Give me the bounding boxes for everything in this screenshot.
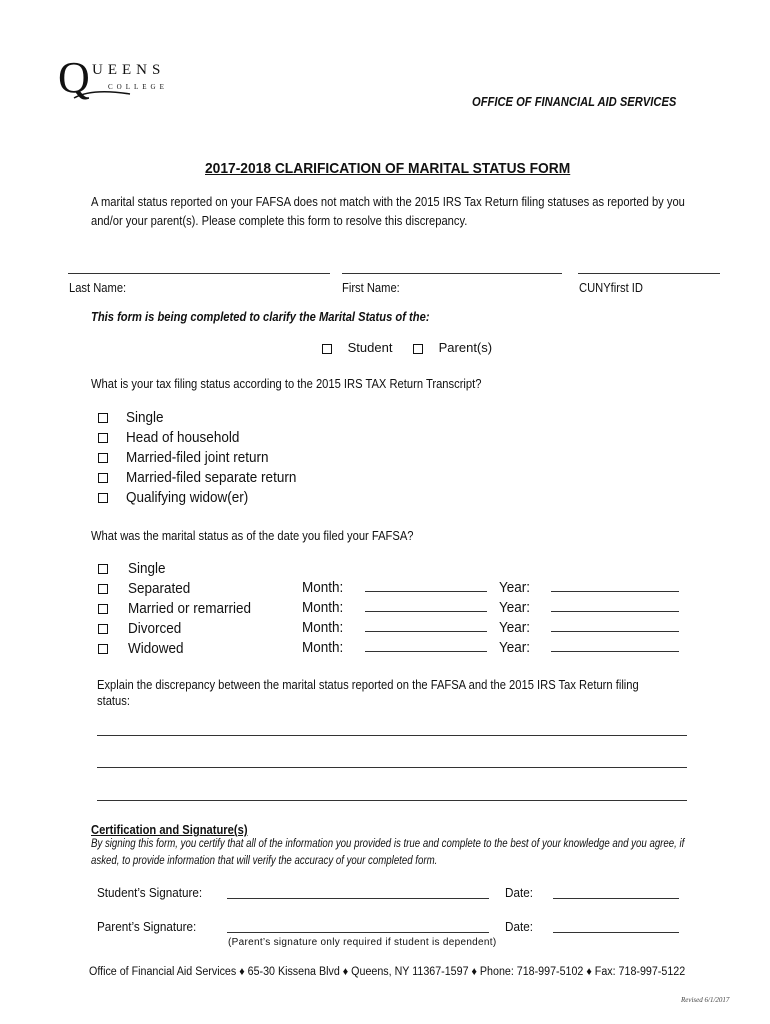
parent-signature-line[interactable] [227,932,489,933]
marital-checkbox[interactable] [98,624,108,634]
logo-subtitle: COLLEGE [108,83,168,91]
parent-date-line[interactable] [553,932,679,933]
explain-line-1: Explain the discrepancy between the marital status reported on the FAFSA and the 2015 IRS Tax Return filing [97,677,639,692]
tax-option-label: Single [126,409,164,426]
tax-option-married-separate[interactable] [98,469,316,487]
tax-option-label: Head of household [126,429,240,446]
logo-word: UEENS [92,62,166,78]
marital-option-divorced[interactable] [98,620,188,638]
explain-line-2: status: [97,693,130,708]
logo-letter: Q [58,53,90,102]
logo-swash [72,86,132,102]
marital-option-label: Married or remarried [128,600,252,617]
student-date-line[interactable] [553,898,679,899]
month-label: Month: [302,619,344,636]
intro-line-2: and/or your parent(s). Please complete this form to resolve this discrepancy. [91,213,468,228]
marital-checkbox[interactable] [98,644,108,654]
first-name-line[interactable] [342,273,562,274]
certification-line-1: By signing this form, you certify that all of the information you provided is true and complete to the best of your knowledge and you agree, if [91,838,685,850]
year-label: Year: [499,599,531,616]
month-label: Month: [302,639,344,656]
student-label: Student [347,340,393,355]
parent-date-label: Date: [505,919,533,934]
month-line-widowed[interactable] [365,651,487,652]
marital-option-label: Divorced [128,620,182,637]
year-line-married[interactable] [551,611,679,612]
month-line-married[interactable] [365,611,487,612]
marital-option-label: Single [128,560,166,577]
marital-question: What was the marital status as of the date you filed your FAFSA? [91,528,414,543]
cunyfirst-id-label: CUNYfirst ID [579,280,643,295]
tax-option-label: Qualifying widow(er) [126,489,249,506]
year-line-divorced[interactable] [551,631,679,632]
footer-contact: Office of Financial Aid Services ♦ 65-30 Kissena Blvd ♦ Queens, NY 11367-1597 ♦ Phone: 718-997-5102 ♦ Fax: 718-997-5122 [89,966,686,978]
marital-option-single[interactable] [98,560,170,578]
tax-option-qualifying-widow[interactable] [98,489,262,507]
marital-option-widowed[interactable] [98,640,190,658]
certification-line-2: asked, to provide information that will verify the accuracy of your completed form. [91,855,438,867]
tax-option-single[interactable] [98,409,168,427]
month-label: Month: [302,579,344,596]
explain-answer-line-2[interactable] [97,767,687,768]
last-name-label: Last Name: [69,280,127,295]
year-label: Year: [499,639,531,656]
parent-signature-label: Parent’s Signature: [97,919,197,934]
first-name-label: First Name: [342,280,400,295]
tax-option-head-of-household[interactable] [98,429,252,447]
explain-answer-line-1[interactable] [97,735,687,736]
queens-college-logo [58,53,198,106]
tax-checkbox[interactable] [98,433,108,443]
parent-checkbox-group[interactable] [413,340,492,355]
student-checkbox-group[interactable] [322,340,392,355]
year-line-widowed[interactable] [551,651,679,652]
month-line-divorced[interactable] [365,631,487,632]
marital-option-separated[interactable] [98,580,198,598]
student-date-label: Date: [505,885,533,900]
student-signature-label: Student’s Signature: [97,885,203,900]
certification-heading: Certification and Signature(s) [91,822,248,837]
marital-checkbox[interactable] [98,584,108,594]
marital-option-label: Separated [128,580,191,597]
parent-signature-note: (Parent’s signature only required if student is dependent) [228,937,497,948]
tax-question: What is your tax filing status according to the 2015 IRS TAX Return Transcript? [91,376,482,391]
tax-checkbox[interactable] [98,493,108,503]
parent-label: Parent(s) [438,340,493,355]
last-name-line[interactable] [68,273,330,274]
year-label: Year: [499,579,531,596]
tax-checkbox[interactable] [98,453,108,463]
cunyfirst-id-line[interactable] [578,273,720,274]
marital-option-label: Widowed [128,640,184,657]
explain-answer-line-3[interactable] [97,800,687,801]
office-header: OFFICE OF FINANCIAL AID SERVICES [472,94,677,109]
parent-checkbox[interactable] [413,344,423,354]
marital-option-married[interactable] [98,600,265,618]
student-checkbox[interactable] [322,344,332,354]
month-line-separated[interactable] [365,591,487,592]
intro-line-1: A marital status reported on your FAFSA does not match with the 2015 IRS Tax Return filing statuses as reported by you [91,194,685,209]
tax-option-label: Married-filed joint return [126,449,270,466]
marital-checkbox[interactable] [98,564,108,574]
month-label: Month: [302,599,344,616]
marital-checkbox[interactable] [98,604,108,614]
student-signature-line[interactable] [227,898,489,899]
year-label: Year: [499,619,531,636]
year-line-separated[interactable] [551,591,679,592]
tax-option-married-joint[interactable] [98,449,285,467]
tax-option-label: Married-filed separate return [126,469,297,486]
clarify-prompt: This form is being completed to clarify the Marital Status of the: [91,309,430,324]
revised-date: Revised 6/1/2017 [681,996,730,1004]
tax-checkbox[interactable] [98,473,108,483]
tax-checkbox[interactable] [98,413,108,423]
form-title: 2017-2018 CLARIFICATION OF MARITAL STATUS FORM [205,160,571,177]
